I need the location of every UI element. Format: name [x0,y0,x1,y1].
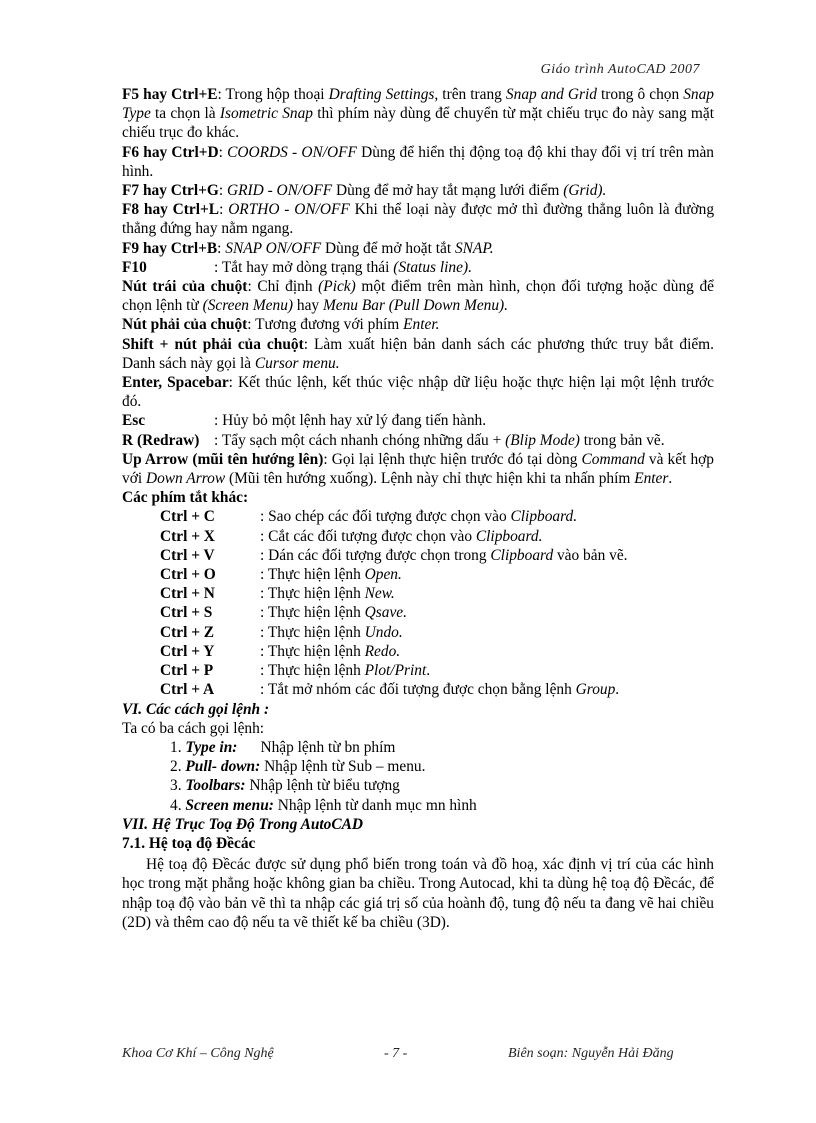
entry-description [260,507,577,526]
shortcut-row [122,546,714,565]
method-number: 3. [170,777,186,795]
entry-key: Ctrl + P [160,662,214,680]
entry-key: Shift + nút phải của chuột [122,335,304,353]
footer-department: Khoa Cơ Khí – Công Nghệ [122,1046,274,1061]
esc-entry [122,411,714,430]
footer-author: Biên soạn: Nguyễn Hải Đăng [508,1046,674,1061]
entry-text: Clipboard [490,546,554,564]
entry-text: : Làm xuất hiện bản danh sách các phương thức truy bắt điểm. Danh sách này gọi là [122,335,714,372]
entry-text: : Trong hộp thoại [217,86,329,103]
mouse-keys-list [122,277,714,411]
entry-description [214,431,665,450]
entry-text: . [668,470,673,488]
redraw-row [122,431,714,450]
entry-description [214,411,486,430]
entry-key: Enter, Spacebar [122,374,229,392]
entry-description [260,584,395,603]
entry-text: : Kết thúc lệnh, kết thúc việc nhập dữ liệu hoặc thực hiện lại một lệnh trước đó. [122,374,714,411]
entry-text: . [426,662,431,680]
entry-text: Undo. [364,623,403,641]
footer-page-number: - 7 - [384,1046,408,1061]
entry-text: Down Arrow [145,470,226,488]
shortcut-row [122,642,714,661]
entry-text: : Tắt mở nhóm các đối tượng được chọn bằng lệnh [260,681,576,699]
entry-description [260,546,628,565]
entry-text: (Grid). [563,182,607,200]
section-6-intro: Ta có ba cách gọi lệnh: [122,719,265,737]
method-number: 2. [170,758,186,776]
method-label: Pull- down: [185,758,261,776]
f10-row [122,258,714,277]
entry-key: Ctrl + V [160,546,215,564]
redraw-entry [122,431,714,450]
entry-description [260,680,619,699]
entry-text: Menu Bar (Pull Down Menu). [322,297,509,315]
section-7-heading: VII. Hệ Trục Toạ Độ Trong AutoCAD [122,815,364,833]
entry-text: : [217,239,226,257]
entry-key: Ctrl + Y [160,642,215,660]
entry-text: : Thực hiện lệnh [260,662,365,680]
entry-text: Group [575,681,616,699]
entry-key: Nút trái của chuột [122,278,248,296]
entry-text: : Thực hiện lệnh [260,604,365,622]
entry-text: COORDS - ON/OFF [227,143,357,161]
methods-list [122,738,714,815]
entry-text: Qsave. [364,604,407,622]
entry-key: F5 hay Ctrl+E [122,86,218,103]
method-label: Screen menu: [185,796,274,814]
function-key-entry [122,200,714,238]
body-paragraph: Hệ toạ độ Đềcác được sử dụng phổ biến trong toán và đồ hoạ, xác định vị trí của các hình học trong mặt phẳng hoặc không gian ba chiều. Trong Autocad, khi ta dùng hệ toạ độ Đềcác, để nhập toạ độ vào bản vẽ thì ta nhập các giá trị số của hoành độ, tung độ nếu ta đang vẽ hai chiều (2D) và thêm cao độ nếu ta vẽ thiết kế ba chiều (3D). [122,856,714,931]
entry-text: Open. [364,566,402,584]
entry-key: Esc [122,412,146,430]
entry-text: : Hủy bỏ một lệnh hay xử lý đang tiến hành. [214,412,487,430]
entry-text: vào bản vẽ. [553,546,628,564]
shortcut-row [122,603,714,622]
entry-text: Isometric Snap [219,105,314,123]
shortcut-row [122,507,714,526]
entry-text: Drafting Settings, [328,86,439,103]
method-text: Nhập lệnh từ biểu tượng [245,777,400,795]
function-key-entry [122,143,714,181]
mouse-key-entry [122,315,714,334]
entry-text: trong ô chọn [596,86,684,103]
shortcut-row [122,565,714,584]
entry-description [260,623,403,642]
method-label: Type in: [185,738,238,756]
entry-key: Ctrl + N [160,585,215,603]
entry-text: ta chọn là [150,105,220,123]
entry-text: Snap Type [122,86,714,123]
f10-entry [122,258,714,277]
entry-key: Up Arrow (mũi tên hướng lên) [122,450,324,468]
entry-description [260,661,430,680]
method-item [122,757,714,776]
entry-text: thì phím này dùng để chuyển từ mặt chiếu trục đo này sang mặt chiếu trục đo khác. [122,105,714,142]
method-text: Nhập lệnh từ Sub – menu. [260,758,426,776]
method-number: 4. [170,796,186,814]
entry-description [260,527,542,546]
shortcuts-heading: Các phím tắt khác: [122,489,249,507]
entry-text: GRID - ON/OFF [226,182,333,200]
entry-text: : Tẩy sạch một cách nhanh chóng những dấu + [214,431,506,449]
entry-text: (Mũi tên hướng xuống). Lệnh này chỉ thực hiện khi ta nhấn phím [225,470,635,488]
entry-description [260,603,407,622]
entry-text: Dùng để mở hoặt tắt [321,239,455,257]
entry-key: Nút phải của chuột [122,316,248,334]
entry-key: Ctrl + C [160,508,215,526]
shortcut-row [122,527,714,546]
section-6-heading: VI. Các cách gọi lệnh : [122,700,270,718]
entry-text: : Tắt hay mở dòng trạng thái [214,258,394,276]
entry-key: Ctrl + Z [160,623,215,641]
method-item [122,796,714,815]
entry-key: Ctrl + O [160,566,216,584]
entry-key: F9 hay Ctrl+B [122,239,218,257]
entry-text: Dùng để mở hay tắt mạng lưới điểm [332,182,564,200]
method-item [122,738,714,757]
shortcut-row [122,584,714,603]
entry-text: Snap and Grid [505,86,597,103]
shortcut-row [122,661,714,680]
entry-text: Redo. [364,642,401,660]
page-content [122,85,714,932]
entry-key: F10 [122,258,147,276]
entry-text: hay [293,297,323,315]
entry-key: Ctrl + S [160,604,213,622]
entry-text: : Thực hiện lệnh [260,585,365,603]
entry-text: New. [364,585,395,603]
entry-text: ORTHO - ON/OFF [228,201,350,219]
mouse-key-entry [122,277,714,315]
page-header: Giáo trình AutoCAD 2007 [540,62,700,77]
entry-text: : Sao chép các đối tượng được chọn vào [260,508,511,526]
entry-text: Enter [634,470,669,488]
function-keys-list [122,85,714,258]
entry-text: (Status line). [393,258,472,276]
mouse-key-entry [122,335,714,373]
entry-text: SNAP ON/OFF [225,239,322,257]
entry-text: Command [581,450,645,468]
entry-text: Khi thể loại này được mở thì đường thẳng luôn là đường thẳng đứng hay nằm ngang. [122,201,715,238]
entry-text: trong bản vẽ. [579,431,665,449]
method-label: Toolbars: [185,777,246,795]
up-arrow-row [122,450,714,488]
entry-text: Plot/Print [364,662,427,680]
shortcut-row [122,680,714,699]
entry-text: : [218,182,227,200]
entry-text: : Chỉ định [247,278,319,296]
entry-text: Clipboard. [475,527,543,545]
entry-text: : Dán các đối tượng được chọn trong [260,546,491,564]
method-text: Nhập lệnh từ danh mục mn hình [273,796,477,814]
entry-description [260,565,402,584]
entry-text: : Cắt các đối tượng được chọn vào [260,527,476,545]
entry-text: : Gọi lại lệnh thực hiện trước đó tại dòng [323,450,582,468]
entry-text: Cursor menu. [254,354,340,372]
esc-row [122,411,714,430]
entry-key: F7 hay Ctrl+G [122,182,219,200]
entry-text: (Screen Menu) [202,297,294,315]
method-text: Nhập lệnh từ bn phím [237,738,396,756]
entry-text: Dùng để hiển thị động toạ độ khi thay đổi vị trí trên màn hình. [122,143,715,180]
entry-key: R (Redraw) [122,431,200,449]
function-key-entry [122,85,714,143]
entry-text: : Thực hiện lệnh [260,566,365,584]
entry-text: : Thực hiện lệnh [260,642,365,660]
entry-text: . [615,681,620,699]
up-arrow-entry [122,450,714,488]
entry-text: : [219,201,229,219]
function-key-entry [122,181,714,200]
entry-text: trên trang [438,86,506,103]
entry-key: Ctrl + X [160,527,215,545]
entry-key: F8 hay Ctrl+L [122,201,220,219]
entry-text: (Blip Mode) [505,431,580,449]
method-number: 1. [170,738,186,756]
entry-text: Clipboard. [510,508,578,526]
entry-description [260,642,400,661]
entry-text: và kết hợp với [122,450,714,488]
entry-key: F6 hay Ctrl+D [122,143,219,161]
entry-text: : [218,143,228,161]
entry-text: : Thực hiện lệnh [260,623,365,641]
entry-text: SNAP. [454,239,494,257]
entry-description [214,258,472,277]
function-key-entry [122,239,714,258]
shortcut-row [122,623,714,642]
entry-text: (Pick) [318,278,356,296]
method-item [122,776,714,795]
entry-text: : Tương đương với phím [247,316,404,334]
entry-text: Enter. [403,316,440,334]
entry-key: Ctrl + A [160,681,215,699]
shortcut-list [122,507,714,699]
entry-text: một điểm trên màn hình, chọn đối tượng hoặc dùng để chọn lệnh từ [122,278,714,315]
mouse-key-entry [122,373,714,411]
section-7-1-heading: 7.1. Hệ toạ độ Đềcác [122,834,256,852]
